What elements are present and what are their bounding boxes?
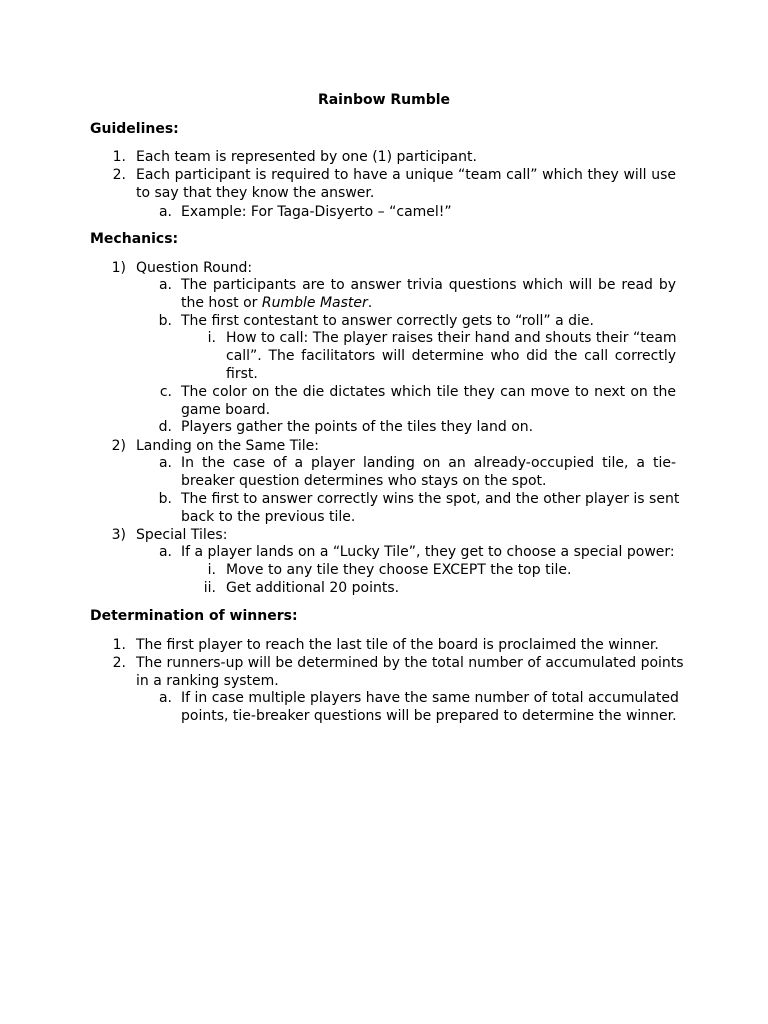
- list-marker: 1.: [112, 149, 126, 165]
- list-marker: 1.: [112, 637, 126, 653]
- emphasized-term: Rumble Master: [261, 295, 368, 311]
- list-marker: i.: [207, 562, 216, 578]
- mechanics-heading: Mechanics:: [90, 231, 179, 247]
- mechanics-subitem-text: [181, 294, 372, 312]
- list-marker: 2.: [112, 167, 126, 183]
- mechanics-subitem-text: The participants are to answer trivia questions which will be read by: [181, 277, 676, 293]
- mechanics-subsubitem-text: How to call: The player raises their hand and shouts their “team: [226, 330, 677, 346]
- list-marker: 1): [111, 260, 126, 276]
- winners-subitem-text: points, tie-breaker questions will be prepared to determine the winner.: [181, 708, 677, 724]
- guideline-item-text: to say that they know the answer.: [136, 185, 375, 201]
- winners-item-text: The runners-up will be determined by the total number of accumulated points: [136, 655, 684, 671]
- text-segment: the host or: [181, 295, 262, 311]
- mechanics-subitem-text: If a player lands on a “Lucky Tile”, they get to choose a special power:: [181, 544, 675, 560]
- list-marker: a.: [158, 690, 172, 706]
- guideline-item-text: Each team is represented by one (1) participant.: [136, 149, 477, 165]
- mechanics-subsubitem-text: Get additional 20 points.: [226, 580, 400, 596]
- winners-heading: Determination of winners:: [90, 608, 298, 624]
- mechanics-item-label: Landing on the Same Tile:: [136, 438, 319, 454]
- mechanics-subitem-text: The first to answer correctly wins the spot, and the other player is sent: [181, 491, 680, 507]
- mechanics-subsubitem-text: call”. The facilitators will determine who did the call correctly: [226, 348, 676, 364]
- mechanics-item-label: Special Tiles:: [136, 527, 228, 543]
- mechanics-subitem-text: back to the previous tile.: [181, 509, 356, 525]
- winners-item-text: The first player to reach the last tile of the board is proclaimed the winner.: [136, 637, 659, 653]
- list-marker: a.: [158, 544, 172, 560]
- list-marker: a.: [158, 204, 172, 220]
- mechanics-subsubitem-text: first.: [226, 366, 258, 382]
- mechanics-subitem-text: In the case of a player landing on an already-occupied tile, a tie-: [181, 455, 676, 471]
- list-marker: a.: [158, 277, 172, 293]
- list-marker: c.: [159, 384, 172, 400]
- guidelines-heading: Guidelines:: [90, 121, 179, 137]
- list-marker: a.: [158, 455, 172, 471]
- mechanics-subitem-text: game board.: [181, 402, 271, 418]
- list-marker: b.: [158, 313, 172, 329]
- list-marker: b.: [158, 491, 172, 507]
- text-segment: .: [367, 295, 373, 311]
- list-marker: 3): [111, 527, 126, 543]
- list-marker: d.: [158, 419, 172, 435]
- winners-subitem-text: If in case multiple players have the same number of total accumulated: [181, 690, 679, 706]
- winners-item-text: in a ranking system.: [136, 673, 279, 689]
- document-title: Rainbow Rumble: [317, 92, 451, 108]
- guideline-subitem-text: Example: For Taga-Disyerto – “camel!”: [181, 204, 452, 220]
- list-marker: ii.: [203, 580, 216, 596]
- mechanics-subitem-text: breaker question determines who stays on the spot.: [181, 473, 547, 489]
- mechanics-subitem-text: The first contestant to answer correctly gets to “roll” a die.: [181, 313, 594, 329]
- guideline-item-text: Each participant is required to have a unique “team call” which they will use: [136, 167, 676, 183]
- list-marker: 2): [111, 438, 126, 454]
- mechanics-subitem-text: Players gather the points of the tiles they land on.: [181, 419, 534, 435]
- list-marker: i.: [207, 330, 216, 346]
- mechanics-subitem-text: The color on the die dictates which tile they can move to next on the: [181, 384, 676, 400]
- mechanics-item-label: Question Round:: [136, 260, 253, 276]
- mechanics-subsubitem-text: Move to any tile they choose EXCEPT the top tile.: [226, 562, 572, 578]
- list-marker: 2.: [112, 655, 126, 671]
